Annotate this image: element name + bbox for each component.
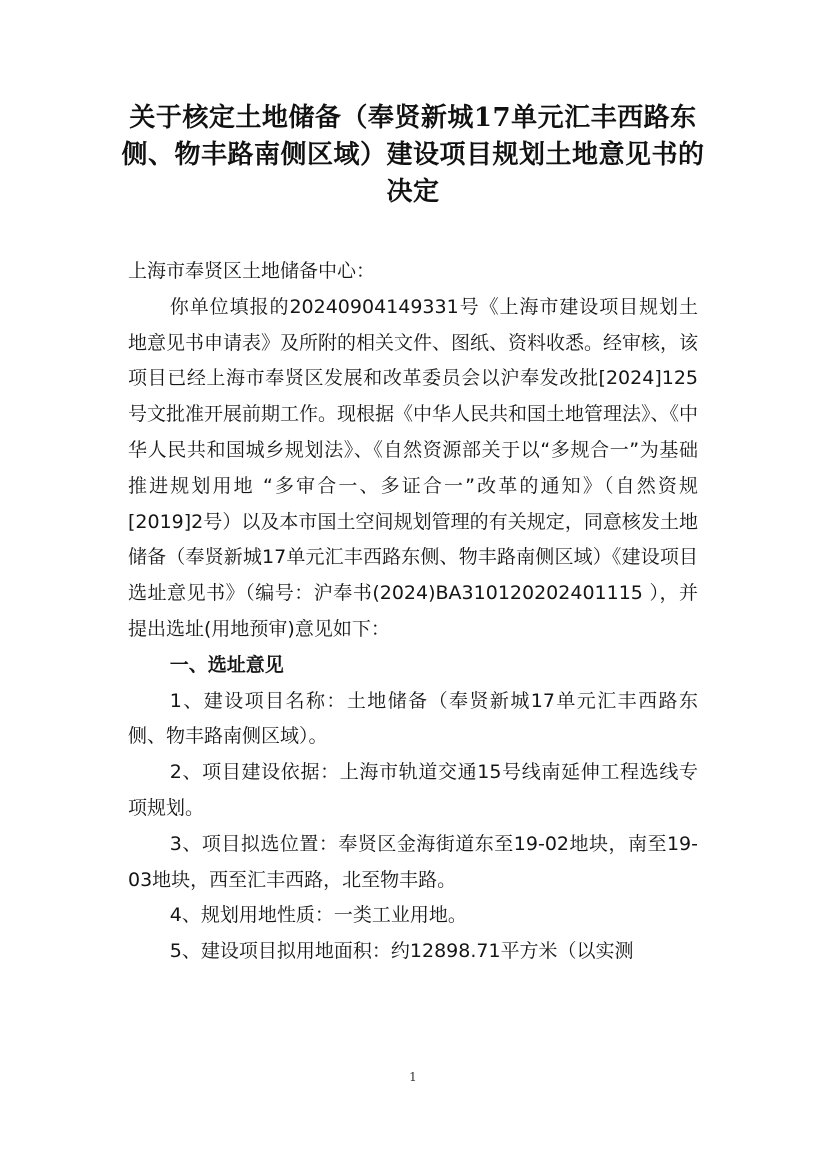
salutation: 上海市奉贤区土地储备中心： bbox=[128, 260, 376, 282]
document-title: 关于核定土地储备（奉贤新城17单元汇丰西路东侧、物丰路南侧区域）建设项目规划土地意见书的决定 bbox=[121, 103, 705, 207]
list-item: 3、项目拟选位置：奉贤区金海街道东至19-02地块，南至19-03地块，西至汇丰西路，北至物丰路。 bbox=[128, 832, 698, 891]
list-item: 4、规划用地性质：一类工业用地。 bbox=[169, 904, 467, 927]
list-item: 2、项目建设依据：上海市轨道交通15号线南延伸工程选线专项规划。 bbox=[128, 761, 698, 819]
list-item: 5、建设项目拟用地面积：约12898.71平方米（以实测 bbox=[169, 940, 634, 963]
page-number: 1 bbox=[409, 1070, 417, 1084]
intro-paragraph: 你单位填报的20240904149331号《上海市建设项目规划土地意见书申请表》及所附的相关文件、图纸、资料收悉。经审核，该项目已经上海市奉贤区发展和改革委员会以沪奉发改批[2024]125号文批准开展前期工作。现根据《中华人民共和国土地管理法》、《中华人民共和国城乡规划法》、《自然资源部关于以“多规合一”为基础推进规划用地 “多审合一、多证合一”改革的通知》（自然资规[2019]2号）以及本市国土空间规划管理的有关规定，同意核发土地储备（奉贤新城17单元汇丰西路东侧、物丰路南侧区域）《建设项目选址意见书》（编号：沪奉书(2024)BA310120202401115 ），并提出选址(用地预审)意见如下： bbox=[128, 295, 699, 640]
document-body bbox=[128, 254, 698, 970]
section-heading: 一、选址意见 bbox=[169, 653, 284, 676]
list-item: 1、建设项目名称：土地储备（奉贤新城17单元汇丰西路东侧、物丰路南侧区域）。 bbox=[128, 689, 698, 748]
